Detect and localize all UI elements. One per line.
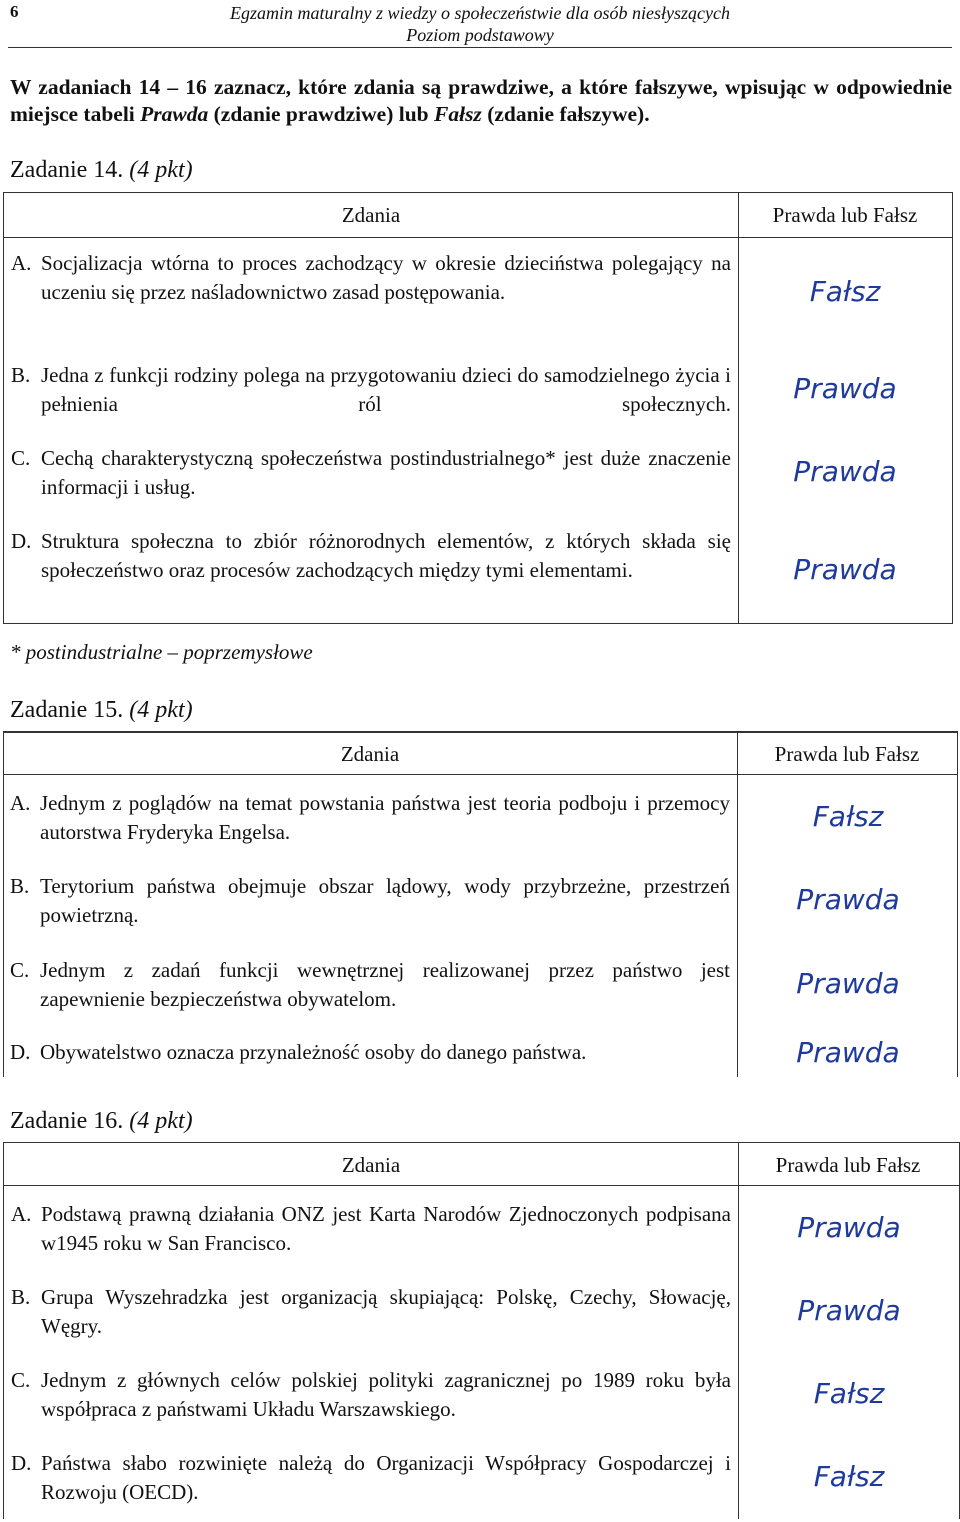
header-divider-line — [4, 237, 952, 238]
statement-row — [11, 1366, 731, 1423]
statement-text: Jedna z funkcji rodziny polega na przygotowaniu dzieci do samodzielnego życia i pełnienia ról społecznych. — [41, 363, 731, 416]
column-header-zdania: Zdania — [341, 203, 401, 227]
statement-letter: A. — [11, 251, 32, 275]
table-left-line — [3, 732, 4, 1077]
statement-row — [11, 1283, 731, 1340]
task-14-title — [10, 156, 193, 184]
column-divider — [737, 732, 738, 1077]
task-title-text: Zadanie 14. — [10, 157, 124, 183]
column-header-answer — [738, 202, 952, 228]
answer-cell[interactable]: Prawda — [797, 1294, 901, 1327]
statement-letter: A. — [11, 1202, 32, 1226]
answer-cell[interactable]: Fałsz — [813, 1377, 885, 1410]
answer-cell[interactable]: Prawda — [793, 553, 897, 586]
footnote: * postindustrialne – poprzemysłowe — [10, 640, 313, 664]
statement-letter: C. — [11, 1368, 31, 1392]
task-14-table — [3, 192, 953, 624]
header-falsz: Fałsz — [873, 203, 918, 227]
instruction-text-1: W zadaniach 14 – 16 zaznacz, które zdania są prawdziwe, a które fałszywe, wpisując w odpowiednie miejsce tabeli — [10, 75, 952, 126]
header-divider-line — [3, 774, 958, 775]
answer-cell[interactable]: Prawda — [796, 967, 900, 1000]
answer-cell[interactable]: Prawda — [796, 1036, 900, 1069]
exam-level: Poziom podstawowy — [406, 25, 554, 45]
exam-title: Egzamin maturalny z wiedzy o społeczeństwie dla osób niesłyszących — [230, 3, 730, 23]
header-prawda: Prawda — [775, 1153, 839, 1177]
statement-letter: A. — [10, 791, 31, 815]
task-16-title — [10, 1107, 193, 1135]
answer-cell[interactable]: Fałsz — [812, 800, 884, 833]
task-title-text: Zadanie 15. — [10, 697, 124, 723]
task-15-title — [10, 696, 193, 724]
statement-row — [10, 1038, 740, 1067]
column-header-zdania: Zdania — [340, 742, 400, 766]
statement-text: Cechą charakterystyczną społeczeństwa postindustrialnego* jest duże znaczenie informacji i usług. — [41, 446, 731, 499]
statement-row — [11, 527, 731, 584]
answer-cell[interactable]: Fałsz — [809, 275, 881, 308]
header-prawda: Prawda — [774, 742, 838, 766]
table-right-line — [957, 732, 958, 1077]
statement-text: Państwa słabo rozwinięte należą do Organizacji Współpracy Gospodarczej i Rozwoju (OECD). — [41, 1451, 731, 1504]
header-prawda: Prawda — [772, 203, 836, 227]
column-header-answer — [738, 1152, 958, 1178]
answer-cell[interactable]: Fałsz — [813, 1460, 885, 1493]
answer-cell[interactable]: Prawda — [793, 372, 897, 405]
table-top-line — [3, 732, 958, 733]
statement-text: Socjalizacja wtórna to proces zachodzący w okresie dzieciństwa polegający na uczeniu się przez naśladownictwo zasad postępowania. — [41, 251, 731, 304]
statement-row — [11, 444, 731, 501]
statement-row — [10, 956, 730, 1013]
statement-row — [11, 361, 731, 418]
header-divider — [8, 47, 952, 48]
task-points: (4 pkt) — [129, 1108, 193, 1134]
statement-letter: B. — [10, 874, 30, 898]
instruction — [10, 74, 952, 128]
task-16-table — [3, 1142, 960, 1519]
statement-letter: D. — [11, 529, 32, 553]
task-15-table — [3, 731, 958, 1077]
instruction-text-3: (zdanie fałszywe). — [481, 102, 650, 126]
header-divider-line — [4, 1185, 959, 1186]
column-header-zdania: Zdania — [341, 1153, 401, 1177]
statement-letter: C. — [11, 446, 31, 470]
statement-letter: B. — [11, 1285, 31, 1309]
statement-row — [10, 789, 730, 846]
header-lub: lub — [835, 203, 873, 227]
statement-text: Obywatelstwo oznacza przynależność osoby do danego państwa. — [40, 1040, 587, 1064]
header-falsz: Fałsz — [875, 742, 920, 766]
statement-letter: D. — [11, 1451, 32, 1475]
statement-text: Terytorium państwa obejmuje obszar lądowy, wody przybrzeżne, przestrzeń powietrzną. — [40, 874, 730, 927]
column-divider — [738, 193, 739, 623]
answer-cell[interactable]: Prawda — [796, 883, 900, 916]
header-lub: lub — [838, 1153, 876, 1177]
instruction-prawda: Prawda — [140, 102, 209, 126]
header-lub: lub — [837, 742, 875, 766]
statement-row — [10, 872, 730, 929]
column-divider — [738, 1143, 739, 1519]
header-falsz: Fałsz — [876, 1153, 921, 1177]
statement-text: Jednym z poglądów na temat powstania państwa jest teoria podboju i przemocy autorstwa Fryderyka Engelsa. — [40, 791, 730, 844]
page-number: 6 — [10, 2, 19, 21]
statement-row — [11, 1200, 731, 1257]
answer-cell[interactable]: Prawda — [797, 1211, 901, 1244]
statement-letter: C. — [10, 958, 30, 982]
statement-text: Podstawą prawną działania ONZ jest Karta Narodów Zjednoczonych podpisana w1945 roku w San Francisco. — [41, 1202, 731, 1255]
statement-text: Grupa Wyszehradzka jest organizacją skupiającą: Polskę, Czechy, Słowację, Węgry. — [41, 1285, 731, 1338]
column-header-answer — [737, 741, 957, 767]
statement-text: Jednym z głównych celów polskiej polityki zagranicznej po 1989 roku była współpraca z państwami Układu Warszawskiego. — [41, 1368, 731, 1421]
task-points: (4 pkt) — [129, 157, 193, 183]
statement-text: Jednym z zadań funkcji wewnętrznej realizowanej przez państwo jest zapewnienie bezpieczeństwa obywatelom. — [40, 958, 730, 1011]
statement-text: Struktura społeczna to zbiór różnorodnych elementów, z których składa się społeczeństwo oraz procesów zachodzących między tymi elementami. — [41, 529, 731, 582]
statement-letter: D. — [10, 1040, 31, 1064]
answer-cell[interactable]: Prawda — [793, 455, 897, 488]
instruction-text-2: (zdanie prawdziwe) lub — [208, 102, 434, 126]
statement-letter: B. — [11, 363, 31, 387]
instruction-falsz: Fałsz — [434, 102, 482, 126]
task-points: (4 pkt) — [129, 697, 193, 723]
statement-row — [11, 249, 731, 306]
statement-row — [11, 1449, 731, 1506]
task-title-text: Zadanie 16. — [10, 1108, 124, 1134]
